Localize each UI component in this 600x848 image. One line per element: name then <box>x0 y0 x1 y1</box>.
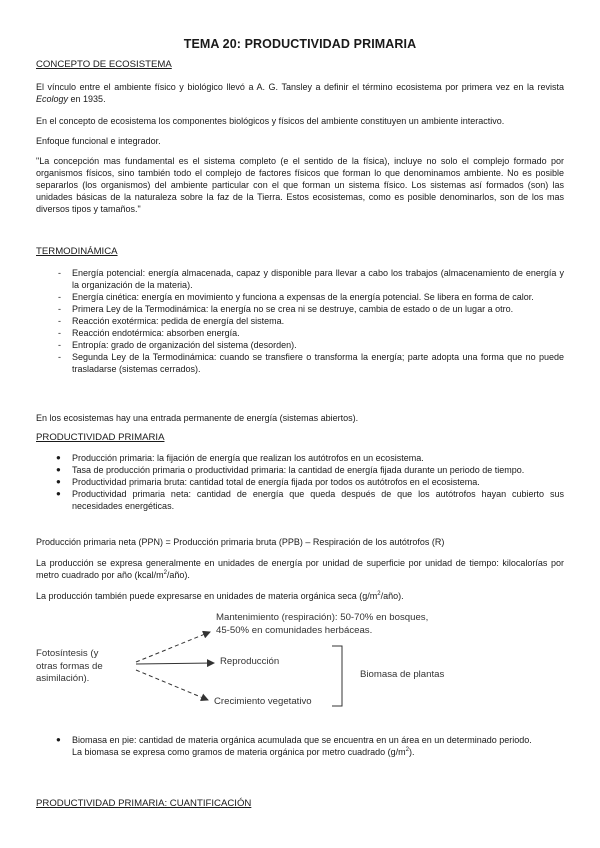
diagram-target-growth: Crecimiento vegetativo <box>214 696 312 707</box>
heading-cuantificacion: PRODUCTIVIDAD PRIMARIA: CUANTIFICACIÓN <box>36 798 252 809</box>
diagram-target-reproduction: Reproducción <box>220 656 280 667</box>
heading-ecosistema: CONCEPTO DE ECOSISTEMA <box>36 59 172 70</box>
biomasa-units <box>72 746 564 758</box>
list-item <box>36 488 564 512</box>
list-item-text: Tasa de producción primaria o productividad primaria: la cantidad de energía fijada durante un periodo de tiempo. <box>72 465 525 475</box>
list-item <box>36 734 564 758</box>
quote-tansley: "La concepción mas fundamental es el sistema completo (e el sentido de la física), incluye no solo el complejo formado por organismos físicos, sino también todo el complejo de factores físicos que forman lo que denominamos ambiente. No es posible separarlos (los organismos) del ambiente particular con el que forman un sistema físico. Los sistemas así formados (son) las unidades básicas de la naturaleza sobre la faz de la Tierra. Estos ecosistemas, como es posible denominarlos, son de los mas diversos tipos y tamaños." <box>36 156 564 214</box>
superscript: 2 <box>405 747 410 753</box>
units-text: La producción se expresa generalmente en unidades de energía por unidad de superficie por unidad de tiempo: kilocalorías por metro cuadrado por año (kcal/m <box>36 558 564 580</box>
dash-marker: - <box>58 340 61 350</box>
list-item-text: Producción primaria: la fijación de energía que realizan los autótrofos en un ecosistema. <box>72 453 424 463</box>
list-item <box>36 327 564 339</box>
list-item-text: Productividad primaria bruta: cantidad total de energía fijada por todos os autótrofos en el ecosistema. <box>72 477 480 487</box>
paragraph-enfoque: Enfoque funcional e integrador. <box>36 136 161 146</box>
list-item <box>36 339 564 351</box>
dash-marker: - <box>58 268 61 278</box>
maintenance-line: 45-50% en comunidades herbáceas. <box>216 624 373 636</box>
list-item-text: Entropía: grado de organización del sistema (desorden). <box>72 340 297 350</box>
superscript: 2 <box>163 570 167 576</box>
biomasa-units-end: ). <box>409 747 415 757</box>
dash-marker: - <box>58 292 61 302</box>
list-item-text: Productividad primaria neta: cantidad de energía que queda después de que los autótrofos hayan cubierto sus necesidades energéticas. <box>72 489 564 511</box>
list-item <box>36 267 564 291</box>
journal-name: Ecology <box>36 94 69 104</box>
dash-marker: - <box>58 328 61 338</box>
list-item <box>36 315 564 327</box>
list-item-text: Energía potencial: energía almacenada, capaz y disponible para llevar a cabo los trabajos (almacenamiento de energía y la organización de la materia). <box>72 268 564 290</box>
bullet-marker: ● <box>56 477 61 486</box>
list-item <box>36 464 564 476</box>
units2-text: La producción también puede expresarse en unidades de materia orgánica seca (g/m <box>36 591 378 601</box>
formula-ppn: Producción primaria neta (PPN) = Producción primaria bruta (PPB) – Respiración de los autótrofos (R) <box>36 537 445 547</box>
paragraph-sistemas-abiertos: En los ecosistemas hay una entrada permanente de energía (sistemas abiertos). <box>36 413 359 423</box>
paragraph-componentes: En el concepto de ecosistema los componentes biológicos y físicos del ambiente constituyen un ambiente interactivo. <box>36 116 505 126</box>
superscript: 2 <box>377 591 381 597</box>
arrow-to-reproduction <box>136 663 214 664</box>
dash-marker: - <box>58 352 61 362</box>
list-item <box>36 351 564 375</box>
list-item <box>36 476 564 488</box>
heading-productividad: PRODUCTIVIDAD PRIMARIA <box>36 432 165 443</box>
biomasa-units-text: La biomasa se expresa como gramos de materia orgánica por metro cuadrado (g/m <box>72 747 406 757</box>
termodinamica-list <box>36 267 564 375</box>
list-item <box>36 303 564 315</box>
tansley-text-start: El vínculo entre el ambiente físico y biológico llevó a A. G. Tansley a definir el término ecosistema por primera vez en la revista <box>36 82 564 92</box>
list-item-text: Segunda Ley de la Termodinámica: cuando se transfiere o transforma la energía; parte adopta una forma que no puede trasladarse (sistemas cerrados). <box>72 352 564 374</box>
biomasa-definition: Biomasa en pie: cantidad de materia orgánica acumulada que se encuentra en un área en un determinado periodo. <box>72 735 532 745</box>
tansley-text-end: en 1935. <box>68 94 106 104</box>
list-item-text: Energía cinética: energía en movimiento y funciona a expensas de la energía potencial. Se libera en forma de calor. <box>72 292 534 302</box>
bullet-marker: ● <box>56 735 61 744</box>
bullet-marker: ● <box>56 465 61 474</box>
diagram-brace <box>332 646 342 706</box>
paragraph-unidades-energia <box>36 557 564 581</box>
list-item-text: Reacción endotérmica: absorben energía. <box>72 328 240 338</box>
units2-text-end: /año). <box>380 591 404 601</box>
list-item <box>36 291 564 303</box>
source-line: Fotosíntesis (y <box>36 648 99 659</box>
list-item-text: Reacción exotérmica: pedida de energía del sistema. <box>72 316 285 326</box>
paragraph-tansley <box>36 81 564 105</box>
maintenance-line: Mantenimiento (respiración): 50-70% en bosques, <box>216 612 429 623</box>
energy-allocation-diagram <box>36 604 564 724</box>
units-text-end: /año). <box>166 570 190 580</box>
heading-termodinamica: TERMODINÁMICA <box>36 246 118 257</box>
productividad-list <box>36 452 564 512</box>
diagram-brace-label: Biomasa de plantas <box>360 669 445 680</box>
dash-marker: - <box>58 316 61 326</box>
biomasa-list <box>36 734 564 758</box>
bullet-marker: ● <box>56 489 61 498</box>
list-item <box>36 452 564 464</box>
list-item-text: Primera Ley de la Termodinámica: la energía no se crea ni se destruye, cambia de estado o de un lugar a otro. <box>72 304 514 314</box>
document-title: TEMA 20: PRODUCTIVIDAD PRIMARIA <box>183 37 417 51</box>
arrow-to-growth <box>136 670 208 700</box>
source-line: asimilación). <box>36 673 90 684</box>
arrow-to-maintenance <box>136 632 210 662</box>
source-line: otras formas de <box>36 660 103 672</box>
dash-marker: - <box>58 304 61 314</box>
diagram-arrows <box>36 604 564 724</box>
paragraph-unidades-materia <box>36 590 564 602</box>
bullet-marker: ● <box>56 453 61 462</box>
